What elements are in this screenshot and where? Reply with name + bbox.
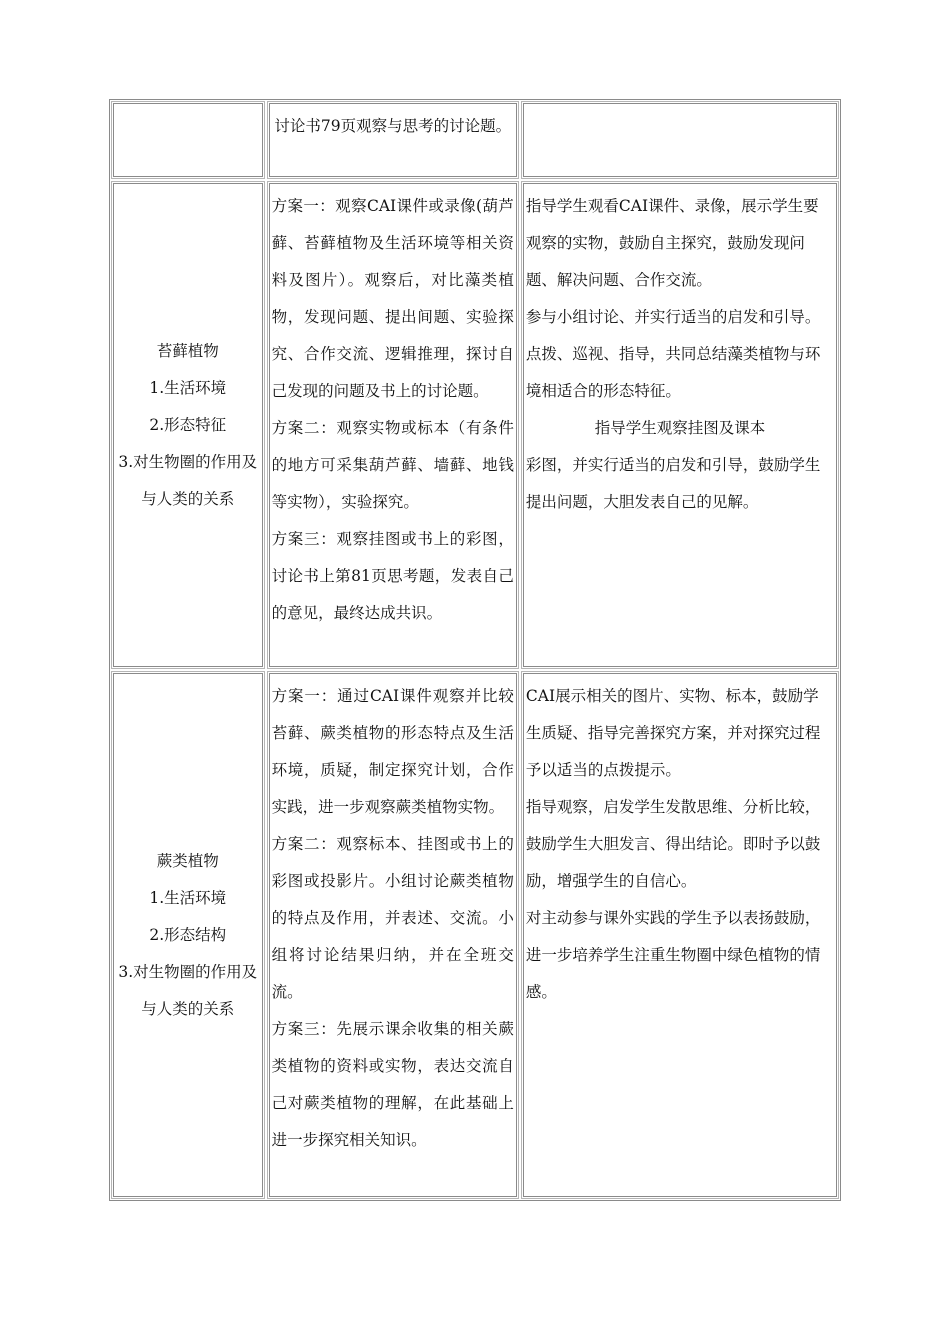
topic-point: 3.对生物圈的作用及与人类的关系 <box>118 452 258 508</box>
guidance-cell <box>521 181 839 669</box>
table-row <box>110 100 840 180</box>
topic-title: 苔藓植物 <box>156 341 219 360</box>
topic-point: 3.对生物圈的作用及与人类的关系 <box>118 962 258 1018</box>
guidance-text: 指导学生观察挂图及课本 <box>594 419 766 437</box>
guidance-text: 对主动参与课外实践的学生予以表扬鼓励，进一步培养学生注重生物圈中绿色植物的情感。 <box>525 909 821 1001</box>
guidance-text: 参与小组讨论、并实行适当的启发和引导。点拨、巡视、指导，共同总结藻类植物与环境相适合的形态特征。 <box>525 308 821 400</box>
plan-text: 方案一：观察CAI课件或录像(葫芦藓、苔藓植物及生活环境等相关资料及图片）。观察后，对比藻类植物，发现问题、提出间题、实验探究、合作交流、逻辑推理，探讨自己发现的问题及书上的讨论题。 <box>271 197 514 400</box>
topic-cell <box>111 101 265 179</box>
guidance-text: CAI展示相关的图片、实物、标本，鼓励学生质疑、指导完善探究方案，并对探究过程予以适当的点拨提示。 <box>525 687 821 779</box>
plan-text: 方案三：先展示课余收集的相关蕨类植物的资料或实物，表达交流自己对蕨类植物的理解，在此基础上进一步探究相关知识。 <box>271 1020 514 1149</box>
topic-point: 1.生活环境 <box>149 888 227 907</box>
plan-cell <box>267 181 519 669</box>
topic-cell <box>111 671 265 1199</box>
lesson-table <box>109 99 841 1201</box>
plan-text: 方案二：观察实物或标本（有条件的地方可采集葫芦藓、墙藓、地钱等实物），实验探究。 <box>271 419 514 511</box>
plan-cell <box>267 101 519 179</box>
plan-text: 方案一：通过CAI课件观察并比较苔藓、蕨类植物的形态特点及生活环境，质疑，制定探究计划，合作实践，进一步观察蕨类植物实物。 <box>271 687 514 816</box>
plan-cell <box>267 671 519 1199</box>
table-row <box>110 180 840 670</box>
guidance-text: 指导观察，启发学生发散思维、分析比较，鼓励学生大胆发言、得出结论。即时予以鼓励，增强学生的自信心。 <box>525 798 821 890</box>
topic-title: 蕨类植物 <box>156 851 219 870</box>
plan-text: 方案二：观察标本、挂图或书上的彩图或投影片。小组讨论蕨类植物的特点及作用，并表述、交流。小组将讨论结果归纳，并在全班交流。 <box>271 835 514 1001</box>
plan-text: 讨论书79页观察与思考的讨论题。 <box>274 117 512 135</box>
guidance-text: 指导学生观看CAI课件、录像，展示学生要观察的实物，鼓励自主探究，鼓励发现问题、解决问题、合作交流。 <box>525 197 819 289</box>
guidance-cell <box>521 671 839 1199</box>
plan-text: 方案三：观察挂图或书上的彩图，讨论书上第81页思考题，发表自己的意见，最终达成共识。 <box>271 530 514 622</box>
topic-point: 1.生活环境 <box>149 378 227 397</box>
guidance-cell <box>521 101 839 179</box>
topic-point: 2.形态结构 <box>149 925 227 944</box>
topic-point: 2.形态特征 <box>149 415 227 434</box>
topic-cell <box>111 181 265 669</box>
table-row <box>110 670 840 1200</box>
guidance-text: 彩图，并实行适当的启发和引导，鼓励学生提出问题，大胆发表自己的见解。 <box>525 456 821 511</box>
